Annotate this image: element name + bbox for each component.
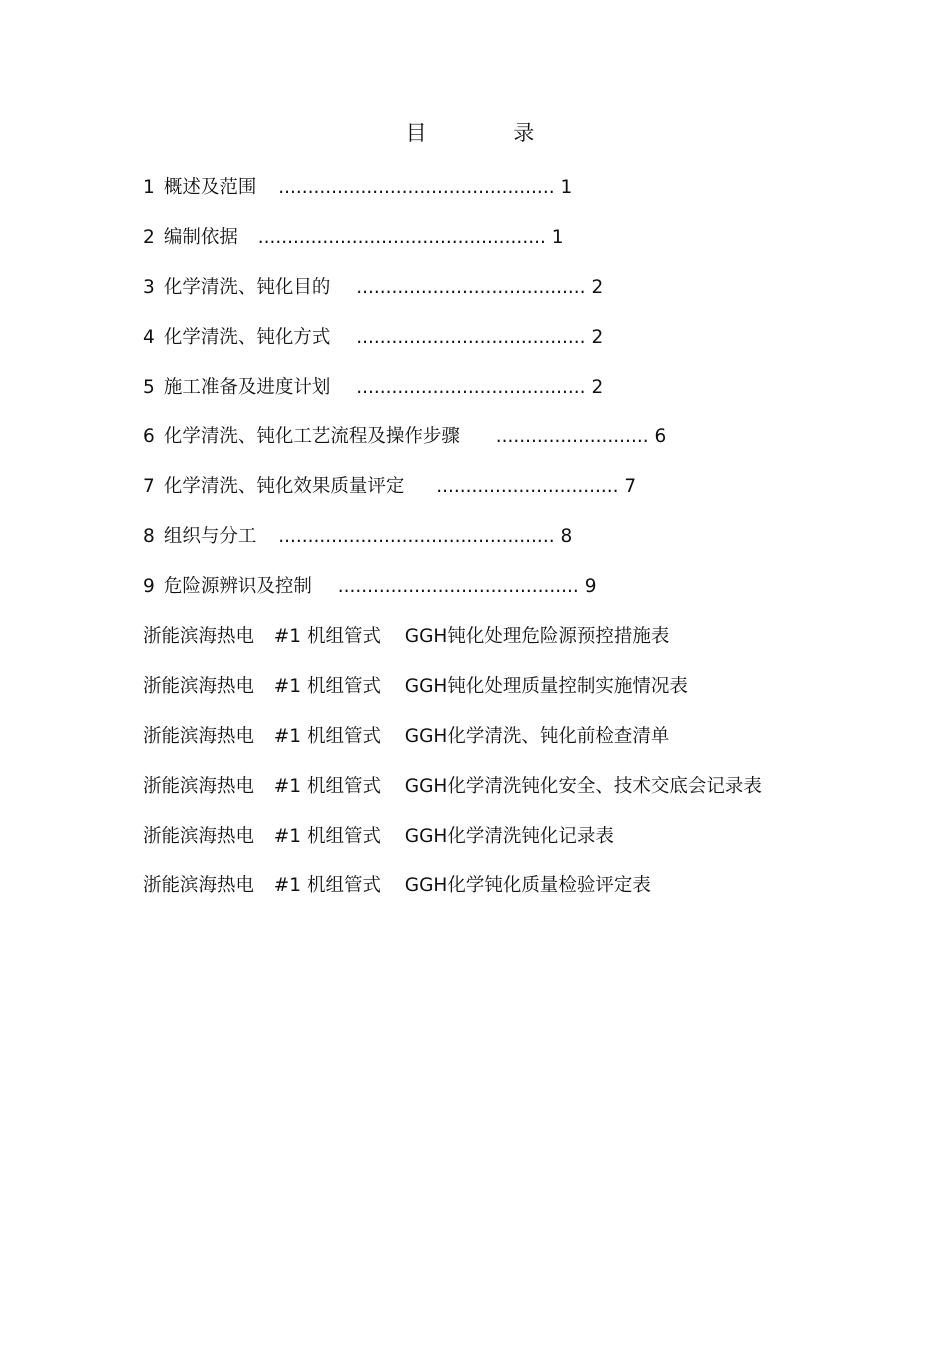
toc-entry-title: 危险源辨识及控制 [163, 576, 312, 598]
toc-entry-title: 化学清洗、钝化效果质量评定 [163, 476, 405, 498]
appendix-prefix: 浙能滨海热电 [143, 825, 255, 847]
toc-entry-leader: ................................................. [257, 226, 546, 248]
toc-entry-leader: ......................................... [337, 576, 579, 598]
appendix-entry[interactable] [143, 623, 843, 673]
toc-entry-title: 化学清洗、钝化目的 [163, 276, 331, 298]
toc-entry-page: 6 [654, 426, 667, 448]
toc-title: 目 录 [405, 121, 575, 145]
toc-entry-title: 组织与分工 [163, 526, 257, 548]
toc-entry-number: 7 [143, 476, 155, 498]
toc-entry-number: 6 [143, 426, 155, 448]
appendix-prefix: 浙能滨海热电 [143, 675, 255, 697]
toc-entry-leader: ............................... [436, 476, 619, 498]
toc-entry-number: 1 [143, 177, 155, 198]
toc-entry-page: 2 [591, 326, 604, 348]
toc-entry[interactable] [143, 174, 843, 224]
appendix-title: 化学清洗钝化记录表 [447, 825, 614, 847]
toc-entry[interactable] [143, 374, 843, 424]
toc-entry[interactable] [143, 573, 843, 623]
appendix-entry[interactable] [143, 723, 843, 773]
toc-entry[interactable] [143, 523, 843, 573]
appendix-entry[interactable] [143, 673, 843, 723]
appendix-prefix: 浙能滨海热电 [143, 725, 255, 747]
toc-entry-page: 2 [591, 276, 604, 298]
appendix-title: 化学清洗、钝化前检查清单 [447, 725, 670, 747]
toc-entry[interactable] [143, 423, 843, 473]
toc-entry-page: 7 [624, 476, 637, 498]
toc-entry-leader: ....................................... [356, 276, 586, 298]
toc-entry-leader: ............................................... [278, 177, 555, 198]
appendix-entry[interactable] [143, 872, 843, 922]
appendix-unit: #1 机组管式 [273, 825, 381, 847]
appendix-entry[interactable] [143, 773, 843, 823]
toc-entry-page: 1 [551, 226, 564, 248]
toc-entry-number: 5 [143, 376, 155, 398]
toc-entry-number: 2 [143, 226, 155, 248]
toc-entry[interactable] [143, 224, 843, 274]
appendix-unit: #1 机组管式 [273, 875, 381, 897]
toc-entry-title: 化学清洗、钝化工艺流程及操作步骤 [163, 426, 460, 448]
toc-entry-leader: ....................................... [356, 326, 586, 348]
appendix-ggh: GGH [404, 675, 448, 697]
toc-entry-leader: ............................................... [278, 526, 555, 548]
appendix-unit: #1 机组管式 [273, 675, 381, 697]
toc-entry-title: 概述及范围 [163, 177, 257, 198]
toc-entry[interactable] [143, 324, 843, 374]
appendix-ggh: GGH [404, 875, 448, 897]
appendix-title: 钝化处理质量控制实施情况表 [447, 675, 688, 697]
toc-entry-title: 化学清洗、钝化方式 [163, 326, 331, 348]
toc-entry-number: 4 [143, 326, 155, 348]
appendix-prefix: 浙能滨海热电 [143, 775, 255, 797]
appendix-ggh: GGH [404, 825, 448, 847]
toc-entry-title: 施工准备及进度计划 [163, 376, 331, 398]
toc-entry-page: 2 [591, 376, 604, 398]
appendix-title: 化学清洗钝化安全、技术交底会记录表 [447, 775, 762, 797]
appendix-unit: #1 机组管式 [273, 775, 381, 797]
appendix-title: 钝化处理危险源预控措施表 [447, 626, 670, 648]
toc-entry-leader: .......................... [495, 426, 649, 448]
toc-entry-page: 9 [584, 576, 597, 598]
toc-entry-title: 编制依据 [163, 226, 238, 248]
toc-entry[interactable] [143, 473, 843, 523]
appendix-ggh: GGH [404, 775, 448, 797]
toc-entry-number: 3 [143, 276, 155, 298]
appendix-prefix: 浙能滨海热电 [143, 626, 255, 648]
appendix-ggh: GGH [404, 725, 448, 747]
toc-entry-number: 8 [143, 526, 155, 548]
appendix-title: 化学钝化质量检验评定表 [447, 875, 651, 897]
toc-entry-number: 9 [143, 576, 155, 598]
appendix-unit: #1 机组管式 [273, 725, 381, 747]
appendix-entry[interactable] [143, 823, 843, 873]
toc-entry-page: 8 [560, 526, 573, 548]
appendix-ggh: GGH [404, 626, 448, 648]
toc-list [143, 174, 843, 922]
appendix-unit: #1 机组管式 [273, 626, 381, 648]
toc-entry-page: 1 [560, 177, 573, 198]
toc-entry[interactable] [143, 274, 843, 324]
toc-entry-leader: ....................................... [356, 376, 586, 398]
appendix-prefix: 浙能滨海热电 [143, 875, 255, 897]
